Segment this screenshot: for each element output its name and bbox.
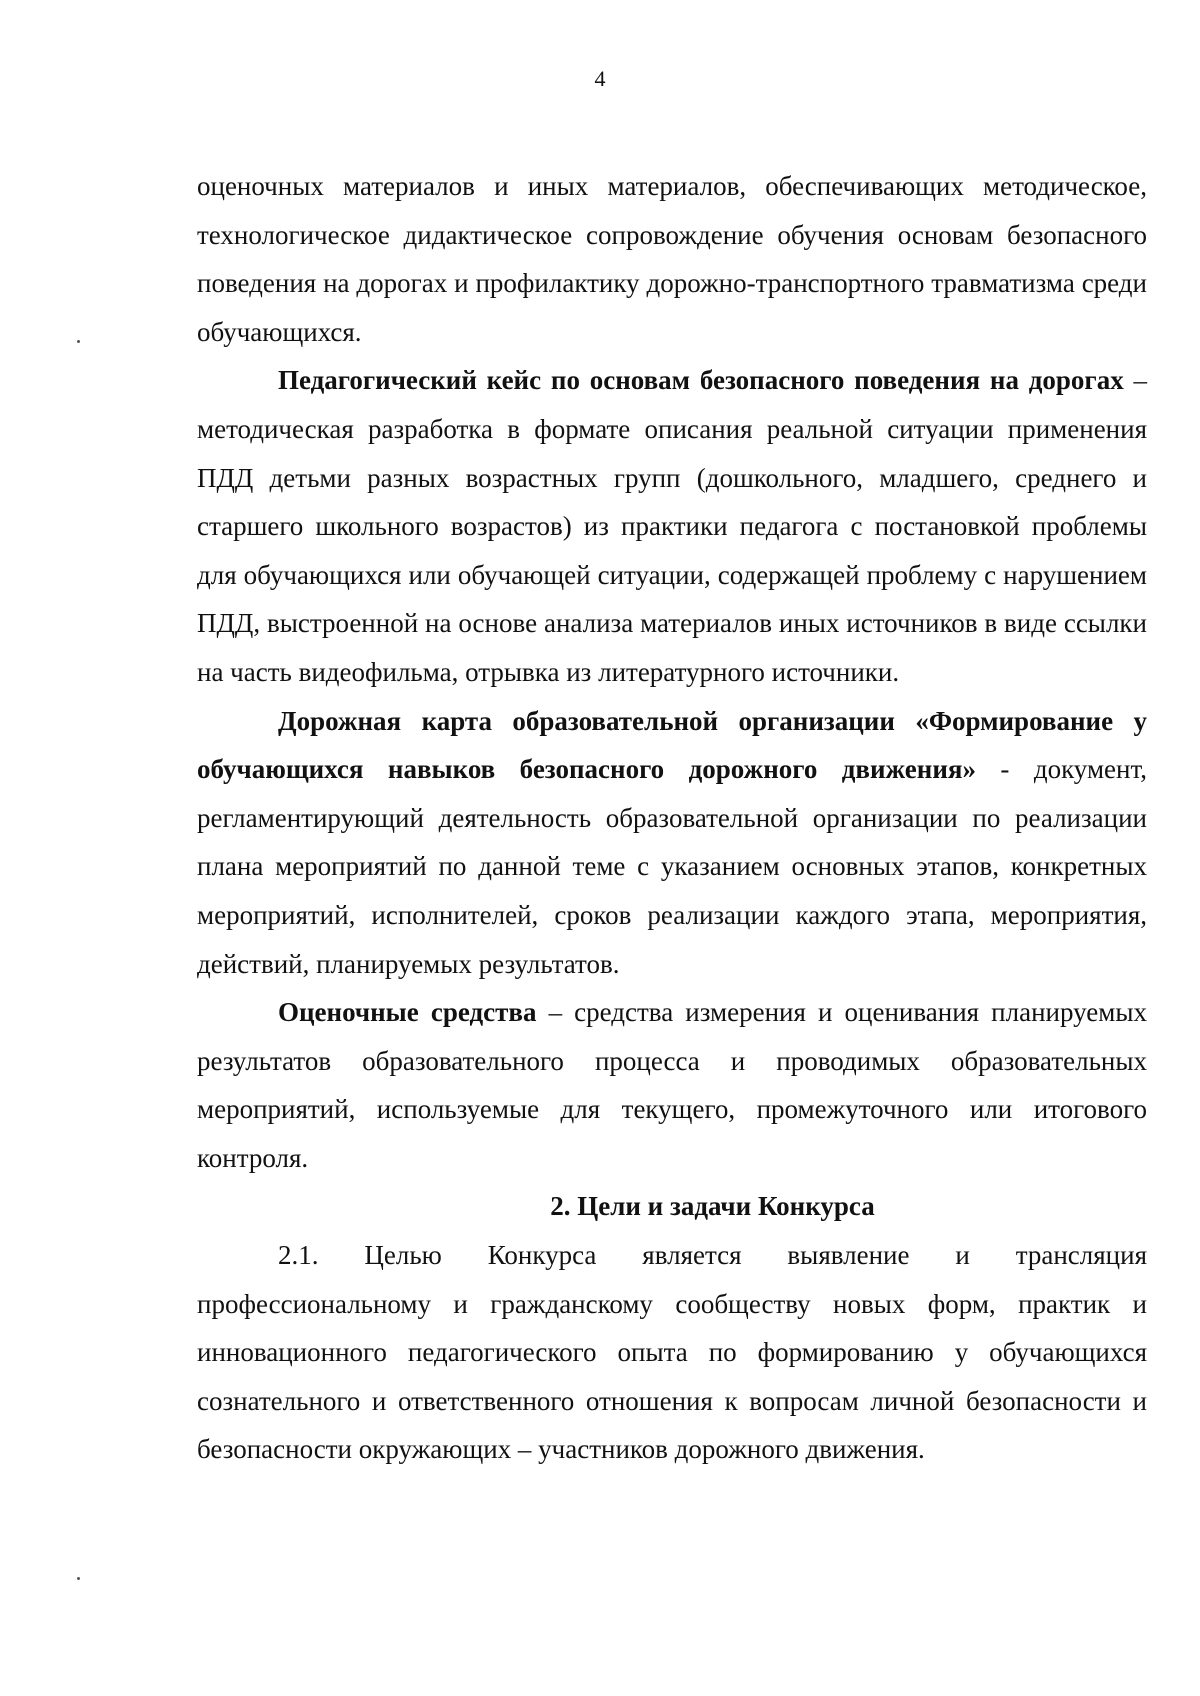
term-assessment-tools: Оценочные средства — [278, 997, 537, 1028]
definition-assessment-tools — [197, 988, 1147, 1182]
margin-mark — [77, 340, 80, 343]
page-number: 4 — [594, 66, 606, 91]
definition-text: - документ, регламентирующий деятельность образовательной организации по реализации плана мероприятий по данной теме с указанием основных этапов, конкретных мероприятий, исполнителей, сроков реализации каждого этапа, мероприятия, действий, планируемых результатов. — [197, 754, 1147, 979]
definition-text: – средства измерения и оценивания планируемых результатов образовательного процесса и проводимых образовательных мероприятий, используемые для текущего, промежуточного или итогового контроля. — [197, 997, 1147, 1173]
definition-road-map — [197, 697, 1147, 989]
margin-mark — [77, 1577, 80, 1580]
paragraph-continuation: оценочных материалов и иных материалов, обеспечивающих методическое, технологическое дидактическое сопровождение обучения основам безопасного поведения на дорогах и профилактику дорожно-транспортного травматизма среди обучающихся. — [197, 171, 1147, 347]
definition-text: – методическая разработка в формате описания реальной ситуации применения ПДД детьми разных возрастных групп (дошкольного, младшего, среднего и старшего школьного возрастов) из практики педагога с постановкой проблемы для обучающихся или обучающей ситуации, содержащей проблему с нарушением ПДД, выстроенной на основе анализа материалов иных источников в виде ссылки на часть видеофильма, отрывка из литературного источники. — [197, 365, 1147, 687]
term-pedagogical-case: Педагогический кейс по основам безопасного поведения на дорогах — [278, 365, 1124, 396]
section-heading: 2. Цели и задачи Конкурса — [550, 1191, 875, 1222]
document-body — [197, 162, 1147, 1474]
paragraph-2-1: 2.1. Целью Конкурса является выявление и трансляция профессиональному и гражданскому сообществу новых форм, практик и инновационного педагогического опыта по формированию у обучающихся сознательного и ответственного отношения к вопросам личной безопасности и безопасности окружающих – участников дорожного движения. — [197, 1240, 1147, 1465]
definition-pedagogical-case — [197, 356, 1147, 696]
term-road-map: Дорожная карта образовательной организации «Формирование у обучающихся навыков безопасного дорожного движения» — [197, 705, 1147, 785]
